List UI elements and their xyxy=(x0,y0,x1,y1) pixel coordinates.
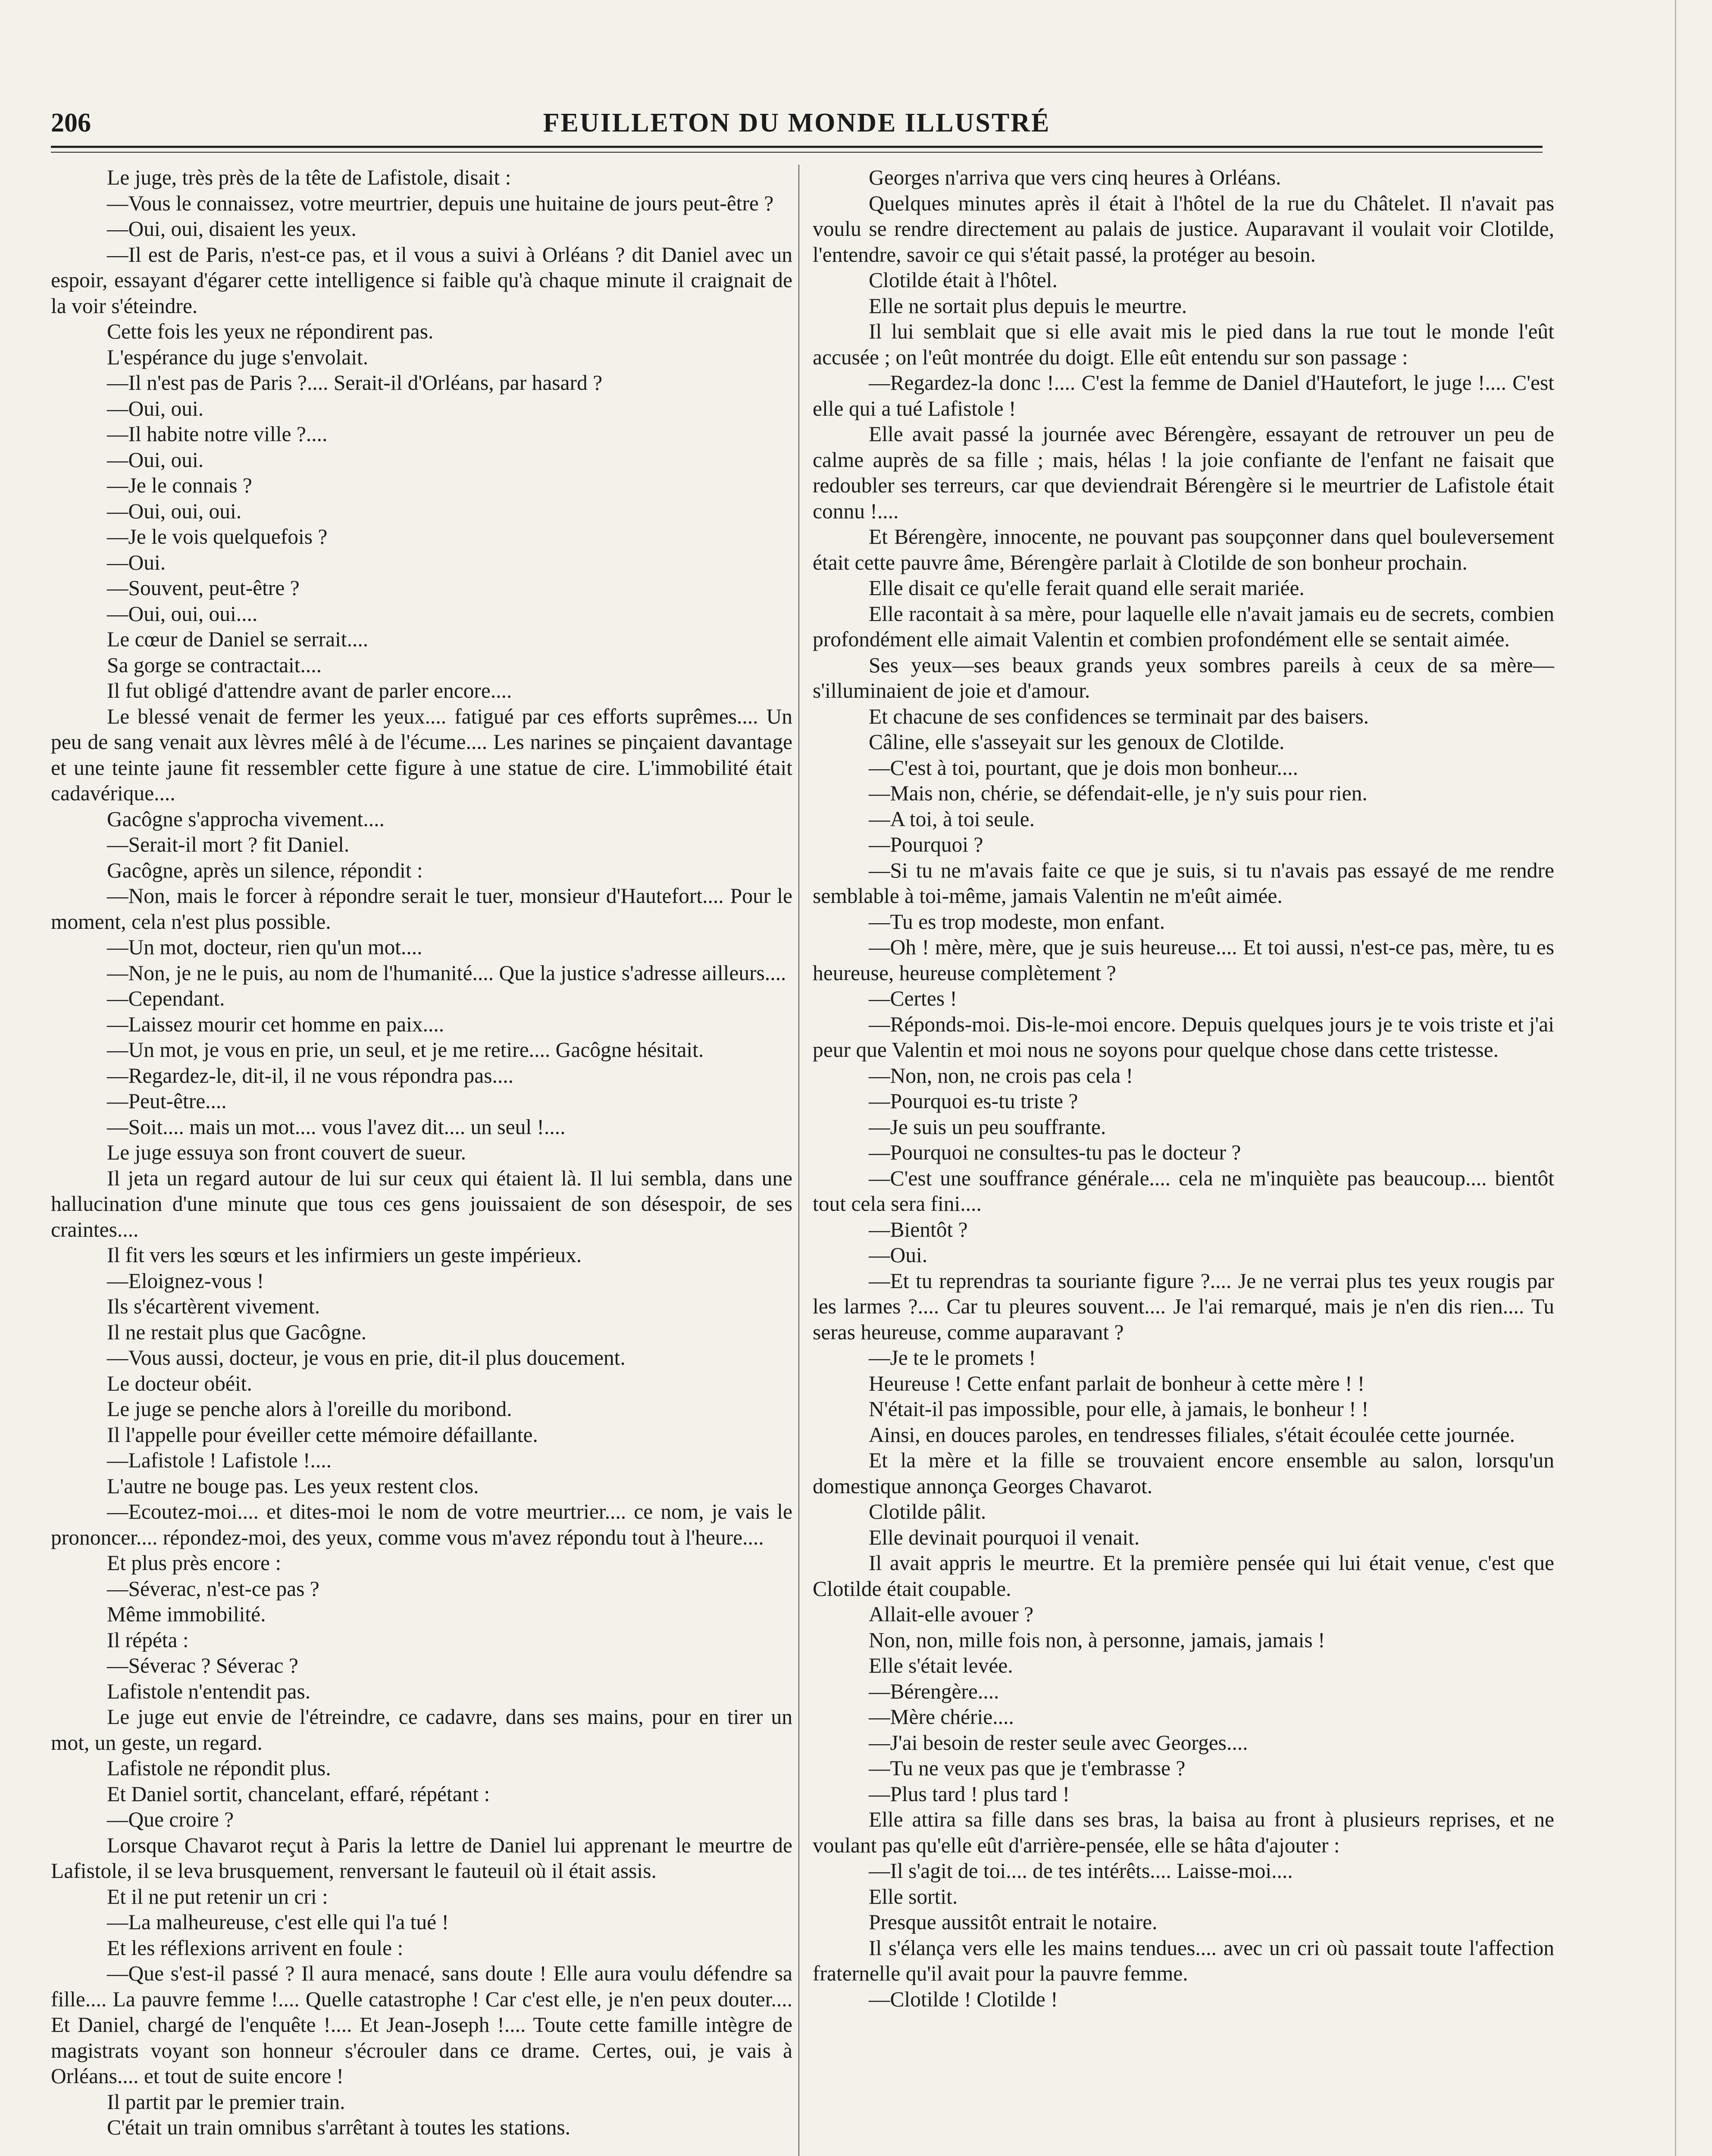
paragraph: Il ne restait plus que Gacôgne. xyxy=(107,1320,367,1344)
paragraph: Gacôgne s'approcha vivement.... xyxy=(107,807,385,831)
page-edge xyxy=(1675,0,1676,2156)
paragraph: Et il ne put retenir un cri : xyxy=(107,1884,328,1908)
paragraph: —Pourquoi ? xyxy=(869,833,983,856)
paragraph: —Tu es trop modeste, mon enfant. xyxy=(869,909,1165,934)
paragraph: N'était-il pas impossible, pour elle, à jamais, le bonheur ! ! xyxy=(869,1397,1369,1421)
paragraph: —Il n'est pas de Paris ?.... Serait-il d'Orléans, par hasard ? xyxy=(107,371,603,395)
paragraph: Elle disait ce qu'elle ferait quand elle serait mariée. xyxy=(869,576,1305,600)
paragraph: Elle s'était levée. xyxy=(869,1654,1013,1677)
paragraph: —Tu ne veux pas que je t'embrasse ? xyxy=(869,1756,1186,1780)
paragraph: —Non, mais le forcer à répondre serait le tuer, monsieur d'Hautefort.... Pour le moment, cela n'est plus possible. xyxy=(51,884,792,934)
paragraph: —Je le connais ? xyxy=(107,473,252,497)
paragraph: Clotilde était à l'hôtel. xyxy=(869,268,1058,292)
paragraph: Même immobilité. xyxy=(107,1602,266,1626)
paragraph: —Non, non, ne crois pas cela ! xyxy=(869,1063,1133,1087)
paragraph: Le juge, très près de la tête de Lafistole, disait : xyxy=(107,166,511,189)
paragraph: —C'est à toi, pourtant, que je dois mon bonheur.... xyxy=(869,755,1299,780)
paragraph: Non, non, mille fois non, à personne, jamais, jamais ! xyxy=(869,1628,1325,1652)
paragraph: —Oui, oui, oui. xyxy=(107,499,242,523)
paragraph: —Souvent, peut-être ? xyxy=(107,576,300,600)
paragraph: Et la mère et la fille se trouvaient encore ensemble au salon, lorsqu'un domestique annonça Georges Chavarot. xyxy=(813,1448,1554,1498)
paragraph: —Oui, oui. xyxy=(107,448,204,472)
paragraph: Elle avait passé la journée avec Bérengère, essayant de retrouver un peu de calme auprès de sa fille ; mais, hélas ! la joie confiante de l'enfant ne faisait que redoubler ses terreurs, car que deviendrait Bérengère si le meurtrier de Lafistole était connu !.... xyxy=(813,422,1554,523)
paragraph: —Bientôt ? xyxy=(869,1217,968,1241)
paragraph: —Que s'est-il passé ? Il aura menacé, sans doute ! Elle aura voulu défendre sa fille.... La pauvre femme !.... Quelle catastrophe ! Car c'est elle, je n'en peux douter.... Et Daniel, chargé de l'enquête !.... Et Jean-Joseph !.... Toute cette famille intègre de magistrats voyant son honneur s'écrouler dans ce drame. Certes, oui, je vais à Orléans.... et tout de suite encore ! xyxy=(51,1962,792,2088)
paragraph: Sa gorge se contractait.... xyxy=(107,653,322,677)
paragraph: —Un mot, je vous en prie, un seul, et je me retire.... Gacôgne hésitait. xyxy=(107,1038,704,1062)
paragraph: Il partit par le premier train. xyxy=(107,2090,345,2114)
paragraph: —Soit.... mais un mot.... vous l'avez dit.... un seul !.... xyxy=(107,1115,566,1139)
paragraph: —Ecoutez-moi.... et dites-moi le nom de votre meurtrier.... ce nom, je vais le prononcer.... répondez-moi, des yeux, comme vous m'avez répondu tout à l'heure.... xyxy=(51,1500,792,1549)
paragraph: —Certes ! xyxy=(869,987,957,1010)
paragraph: —Séverac, n'est-ce pas ? xyxy=(107,1576,319,1601)
paragraph: —Peut-être.... xyxy=(107,1089,227,1113)
paragraph: Le juge eut envie de l'étreindre, ce cadavre, dans ses mains, pour en tirer un mot, un geste, un regard. xyxy=(51,1705,792,1755)
running-title: FEUILLETON DU MONDE ILLUSTRÉ xyxy=(543,108,1051,138)
paragraph: Il l'appelle pour éveiller cette mémoire défaillante. xyxy=(107,1423,538,1447)
paragraph: —Je le vois quelquefois ? xyxy=(107,525,328,548)
paragraph: Presque aussitôt entrait le notaire. xyxy=(869,1910,1158,1934)
paragraph: —Oui, oui, disaient les yeux. xyxy=(107,217,357,241)
right-column xyxy=(813,165,1554,2012)
paragraph: Elle sortit. xyxy=(869,1884,958,1908)
paragraph: —Réponds-moi. Dis-le-moi encore. Depuis quelques jours je te vois triste et j'ai peur que Valentin et moi nous ne soyons pour quelque chose dans cette tristesse. xyxy=(813,1012,1554,1062)
paragraph: —Serait-il mort ? fit Daniel. xyxy=(107,833,350,856)
paragraph: —Regardez-le, dit-il, il ne vous répondra pas.... xyxy=(107,1063,513,1087)
paragraph: —Vous le connaissez, votre meurtrier, depuis une huitaine de jours peut-être ? xyxy=(107,191,774,215)
paragraph: Lafistole ne répondit plus. xyxy=(107,1756,331,1780)
paragraph: Le juge se penche alors à l'oreille du moribond. xyxy=(107,1397,512,1421)
paragraph: —Vous aussi, docteur, je vous en prie, dit-il plus doucement. xyxy=(107,1346,626,1369)
page-header xyxy=(51,108,1543,147)
paragraph: —C'est une souffrance générale.... cela ne m'inquiète pas beaucoup.... bientôt tout cela sera fini.... xyxy=(813,1166,1554,1216)
page-number: 206 xyxy=(51,108,91,138)
paragraph: —Oui, oui. xyxy=(107,396,204,420)
paragraph: Ils s'écartèrent vivement. xyxy=(107,1294,320,1318)
paragraph: Et plus près encore : xyxy=(107,1551,282,1575)
paragraph: Et Bérengère, innocente, ne pouvant pas soupçonner dans quel bouleversement était cette pauvre âme, Bérengère parlait à Clotilde de son bonheur prochain. xyxy=(813,525,1554,574)
paragraph: Il jeta un regard autour de lui sur ceux qui étaient là. Il lui sembla, dans une hallucination d'une minute que tous ces gens jouissaient de son désespoir, de ses craintes.... xyxy=(51,1166,792,1241)
paragraph: —Si tu ne m'avais faite ce que je suis, si tu n'avais pas essayé de me rendre semblable à toi-même, jamais Valentin ne m'eût aimée. xyxy=(813,858,1554,908)
paragraph: —Il s'agit de toi.... de tes intérêts.... Laisse-moi.... xyxy=(869,1859,1293,1883)
paragraph: —Non, je ne le puis, au nom de l'humanité.... Que la justice s'adresse ailleurs.... xyxy=(107,961,786,985)
paragraph: Il avait appris le meurtre. Et la première pensée qui lui était venue, c'est que Clotilde était coupable. xyxy=(813,1551,1554,1601)
paragraph: —Oui. xyxy=(869,1243,928,1267)
paragraph: Gacôgne, après un silence, répondit : xyxy=(107,858,423,882)
header-rule-thin xyxy=(51,152,1543,153)
paragraph: —Cependant. xyxy=(107,987,225,1010)
paragraph: Clotilde pâlit. xyxy=(869,1500,986,1523)
paragraph: Allait-elle avouer ? xyxy=(869,1602,1034,1626)
paragraph: Câline, elle s'asseyait sur les genoux de Clotilde. xyxy=(869,730,1285,754)
paragraph: Elle devinait pourquoi il venait. xyxy=(869,1525,1140,1549)
paragraph: —Laissez mourir cet homme en paix.... xyxy=(107,1012,444,1036)
paragraph: Il s'élança vers elle les mains tendues.... avec un cri où passait toute l'affection fraternelle qu'il avait pour la pauvre femme. xyxy=(813,1936,1554,1985)
paragraph: Cette fois les yeux ne répondirent pas. xyxy=(107,320,434,343)
paragraph: —Séverac ? Séverac ? xyxy=(107,1654,298,1677)
paragraph: C'était un train omnibus s'arrêtant à toutes les stations. xyxy=(107,2115,571,2139)
paragraph: Quelques minutes après il était à l'hôtel de la rue du Châtelet. Il n'avait pas voulu se rendre directement au palais de justice. Auparavant il voulait voir Clotilde, l'entendre, savoir ce qui s'était passé, la protéger au besoin. xyxy=(813,191,1554,266)
paragraph: Georges n'arriva que vers cinq heures à Orléans. xyxy=(869,166,1281,189)
paragraph: Lorsque Chavarot reçut à Paris la lettre de Daniel lui apprenant le meurtre de Lafistole, il se leva brusquement, renversant le fauteuil où il était assis. xyxy=(51,1833,792,1883)
paragraph: Et chacune de ses confidences se terminait par des baisers. xyxy=(869,704,1369,728)
paragraph: Le docteur obéit. xyxy=(107,1371,252,1395)
paragraph: —Et tu reprendras ta souriante figure ?.... Je ne verrai plus tes yeux rougis par les larmes ?.... Car tu pleures souvent.... Je l'ai remarqué, mais je n'en dis rien.... Tu seras heureuse, comme auparavant ? xyxy=(813,1269,1554,1344)
paragraph: L'espérance du juge s'envolait. xyxy=(107,345,369,369)
paragraph: —Pourquoi es-tu triste ? xyxy=(869,1089,1078,1113)
paragraph: —Pourquoi ne consultes-tu pas le docteur ? xyxy=(869,1141,1241,1164)
column-divider xyxy=(798,165,799,2156)
paragraph: —Plus tard ! plus tard ! xyxy=(869,1782,1070,1806)
paragraph: Et Daniel sortit, chancelant, effaré, répétant : xyxy=(107,1782,490,1806)
paragraph: Heureuse ! Cette enfant parlait de bonheur à cette mère ! ! xyxy=(869,1371,1365,1395)
paragraph: Il fut obligé d'attendre avant de parler encore.... xyxy=(107,679,512,702)
paragraph: Il fit vers les sœurs et les infirmiers un geste impérieux. xyxy=(107,1243,582,1267)
paragraph: —Lafistole ! Lafistole !.... xyxy=(107,1448,332,1472)
paragraph: —Oui, oui, oui.... xyxy=(107,602,258,626)
paragraph: —Je te le promets ! xyxy=(869,1346,1036,1369)
paragraph: —Il est de Paris, n'est-ce pas, et il vous a suivi à Orléans ? dit Daniel avec un espoir, essayant d'égarer cette intelligence si faible qu'à chaque minute il craignait de la voir s'éteindre. xyxy=(51,242,792,318)
paragraph: —Il habite notre ville ?.... xyxy=(107,422,328,446)
paragraph: Le blessé venait de fermer les yeux.... fatigué par ces efforts suprêmes.... Un peu de sang venait aux lèvres mêlé à de l'écume.... Les narines se pinçaient davantage et une teinte jaune fit ressembler cette figure à une statue de cire. L'immobilité était cadavérique.... xyxy=(51,704,792,805)
paragraph: —Bérengère.... xyxy=(869,1679,999,1703)
header-rule xyxy=(51,146,1543,148)
paragraph: Lafistole n'entendit pas. xyxy=(107,1679,311,1703)
paragraph: —Mais non, chérie, se défendait-elle, je n'y suis pour rien. xyxy=(869,781,1368,805)
paragraph: —La malheureuse, c'est elle qui l'a tué ! xyxy=(107,1910,449,1934)
paragraph: Elle racontait à sa mère, pour laquelle elle n'avait jamais eu de secrets, combien profondément elle aimait Valentin et combien profondément elle se sentait aimée. xyxy=(813,602,1554,651)
paragraph: —Que croire ? xyxy=(107,1808,234,1831)
paragraph: Ses yeux—ses beaux grands yeux sombres pareils à ceux de sa mère—s'illuminaient de joie et d'amour. xyxy=(813,653,1554,702)
paragraph: Il lui semblait que si elle avait mis le pied dans la rue tout le monde l'eût accusée ; on l'eût montrée du doigt. Elle eût entendu sur son passage : xyxy=(813,320,1554,369)
left-column xyxy=(51,165,792,2140)
paragraph: —Regardez-la donc !.... C'est la femme de Daniel d'Hautefort, le juge !.... C'est elle qui a tué Lafistole ! xyxy=(813,371,1554,420)
paragraph: Et les réflexions arrivent en foule : xyxy=(107,1936,404,1960)
paragraph: Elle ne sortait plus depuis le meurtre. xyxy=(869,294,1187,318)
paragraph: —Clotilde ! Clotilde ! xyxy=(869,1987,1058,2011)
paragraph: Ainsi, en douces paroles, en tendresses filiales, s'était écoulée cette journée. xyxy=(869,1423,1515,1447)
paragraph: L'autre ne bouge pas. Les yeux restent clos. xyxy=(107,1474,479,1498)
paragraph: Le cœur de Daniel se serrait.... xyxy=(107,627,369,651)
paragraph: —Eloignez-vous ! xyxy=(107,1269,264,1293)
paragraph: Il répéta : xyxy=(107,1628,189,1652)
paragraph: —Oui. xyxy=(107,550,166,574)
paragraph: —Oh ! mère, mère, que je suis heureuse.... Et toi aussi, n'est-ce pas, mère, tu es heureuse, heureuse complètement ? xyxy=(813,935,1554,985)
paragraph: —Un mot, docteur, rien qu'un mot.... xyxy=(107,935,423,959)
paragraph: Le juge essuya son front couvert de sueur. xyxy=(107,1141,466,1164)
paragraph: —Je suis un peu souffrante. xyxy=(869,1115,1106,1139)
paragraph: Elle attira sa fille dans ses bras, la baisa au front à plusieurs reprises, et ne voulant pas qu'elle eût d'arrière-pensée, elle se hâta d'ajouter : xyxy=(813,1808,1554,1857)
paragraph: —A toi, à toi seule. xyxy=(869,807,1035,831)
paragraph: —Mère chérie.... xyxy=(869,1705,1014,1729)
paragraph: —J'ai besoin de rester seule avec Georges.... xyxy=(869,1730,1248,1755)
